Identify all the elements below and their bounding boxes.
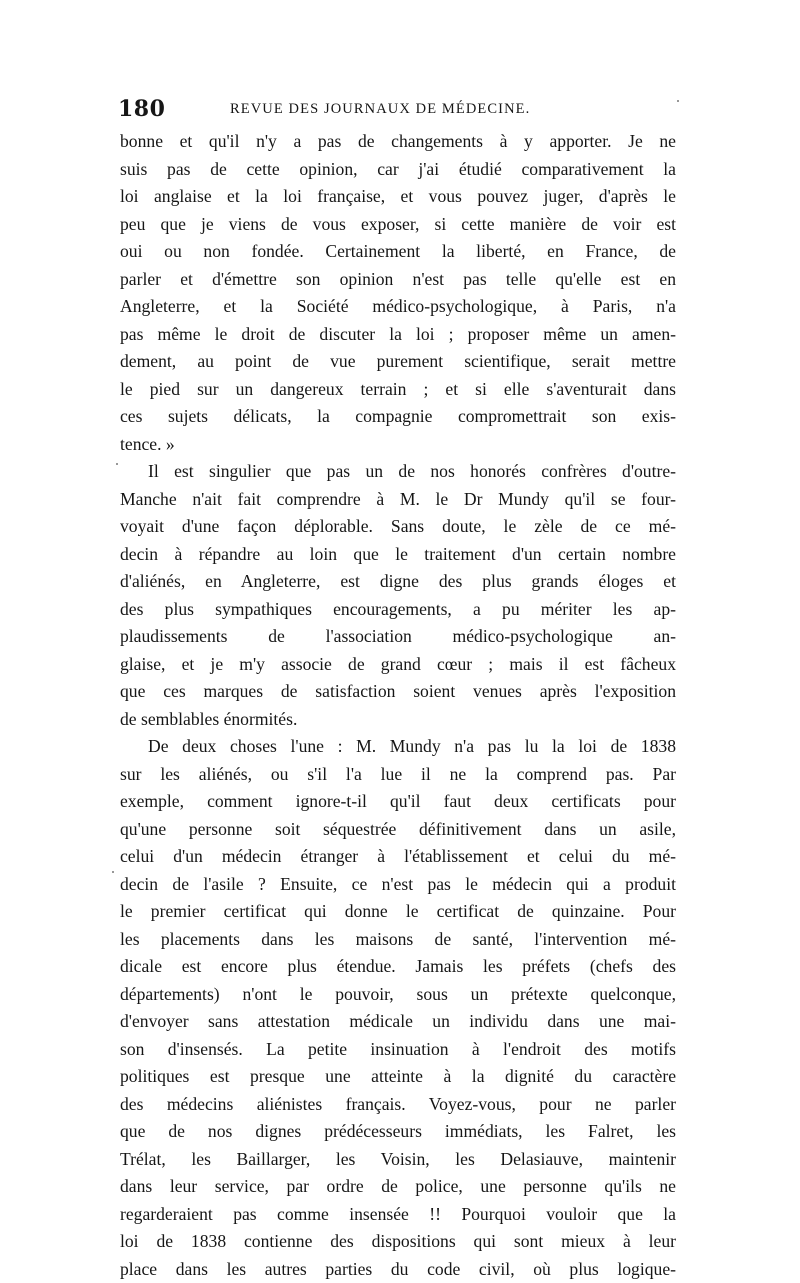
text-line: oui ou non fondée. Certainement la liberté, en France, de <box>120 238 676 266</box>
paragraph-end-line: tence. » <box>120 431 676 459</box>
text-line: regarderaient pas comme insensée !! Pourquoi vouloir que la <box>120 1201 676 1229</box>
text-line: Angleterre, et la Société médico-psychologique, à Paris, n'a <box>120 293 676 321</box>
text-line: pas même le droit de discuter la loi ; proposer même un amen- <box>120 321 676 349</box>
paragraph-first-line: Il est singulier que pas un de nos honorés confrères d'outre- <box>120 458 676 486</box>
text-line: suis pas de cette opinion, car j'ai étudié comparativement la <box>120 156 676 184</box>
paragraph-end-line: de semblables énormités. <box>120 706 676 734</box>
paragraph-first-line: De deux choses l'une : M. Mundy n'a pas lu la loi de 1838 <box>120 733 676 761</box>
text-line: le premier certificat qui donne le certificat de quinzaine. Pour <box>120 898 676 926</box>
text-line: Manche n'ait fait comprendre à M. le Dr Mundy qu'il se four- <box>120 486 676 514</box>
text-line: dicale est encore plus étendue. Jamais les préfets (chefs des <box>120 953 676 981</box>
text-line: politiques est presque une atteinte à la dignité du caractère <box>120 1063 676 1091</box>
text-line: peu que je viens de vous exposer, si cette manière de voir est <box>120 211 676 239</box>
text-line: des plus sympathiques encouragements, a pu mériter les ap- <box>120 596 676 624</box>
running-title: REVUE DES JOURNAUX DE MÉDECINE. <box>230 101 530 118</box>
text-line: qu'une personne soit séquestrée définitivement dans un asile, <box>120 816 676 844</box>
text-line: que de nos dignes prédécesseurs immédiats, les Falret, les <box>120 1118 676 1146</box>
page-number: 180 <box>118 96 165 122</box>
text-line: voyait d'une façon déplorable. Sans doute, le zèle de ce mé- <box>120 513 676 541</box>
text-line: sur les aliénés, ou s'il l'a lue il ne la comprend pas. Par <box>120 761 676 789</box>
text-line: d'aliénés, en Angleterre, est digne des plus grands éloges et <box>120 568 676 596</box>
running-head <box>118 96 678 124</box>
text-line: ces sujets délicats, la compagnie compromettrait son exis- <box>120 403 676 431</box>
text-line: d'envoyer sans attestation médicale un individu dans une mai- <box>120 1008 676 1036</box>
text-line: que ces marques de satisfaction soient venues après l'exposition <box>120 678 676 706</box>
text-line: plaudissements de l'association médico-psychologique an- <box>120 623 676 651</box>
text-line: parler et d'émettre son opinion n'est pas telle qu'elle est en <box>120 266 676 294</box>
text-line: loi anglaise et la loi française, et vous pouvez juger, d'après le <box>120 183 676 211</box>
text-line: le pied sur un dangereux terrain ; et si elle s'aventurait dans <box>120 376 676 404</box>
text-line: des médecins aliénistes français. Voyez-vous, pour ne parler <box>120 1091 676 1119</box>
text-line: exemple, comment ignore-t-il qu'il faut deux certificats pour <box>120 788 676 816</box>
text-line: dement, au point de vue purement scientifique, serait mettre <box>120 348 676 376</box>
text-line: decin de l'asile ? Ensuite, ce n'est pas le médecin qui a produit <box>120 871 676 899</box>
text-line: bonne et qu'il n'y a pas de changements à y apporter. Je ne <box>120 128 676 156</box>
text-line: celui d'un médecin étranger à l'établissement et celui du mé- <box>120 843 676 871</box>
text-line: son d'insensés. La petite insinuation à l'endroit des motifs <box>120 1036 676 1064</box>
print-speck <box>677 100 679 102</box>
body-text <box>120 128 676 1283</box>
text-line: Trélat, les Baillarger, les Voisin, les Delasiauve, maintenir <box>120 1146 676 1174</box>
text-line: départements) n'ont le pouvoir, sous un prétexte quelconque, <box>120 981 676 1009</box>
text-line: glaise, et je m'y associe de grand cœur ; mais il est fâcheux <box>120 651 676 679</box>
text-line: les placements dans les maisons de santé, l'intervention mé- <box>120 926 676 954</box>
text-line: decin à répandre au loin que le traitement d'un certain nombre <box>120 541 676 569</box>
print-speck <box>112 871 114 873</box>
text-line: loi de 1838 contienne des dispositions qui sont mieux à leur <box>120 1228 676 1256</box>
text-line: dans leur service, par ordre de police, une personne qu'ils ne <box>120 1173 676 1201</box>
print-speck <box>116 463 118 465</box>
text-line: place dans les autres parties du code civil, où plus logique- <box>120 1256 676 1283</box>
